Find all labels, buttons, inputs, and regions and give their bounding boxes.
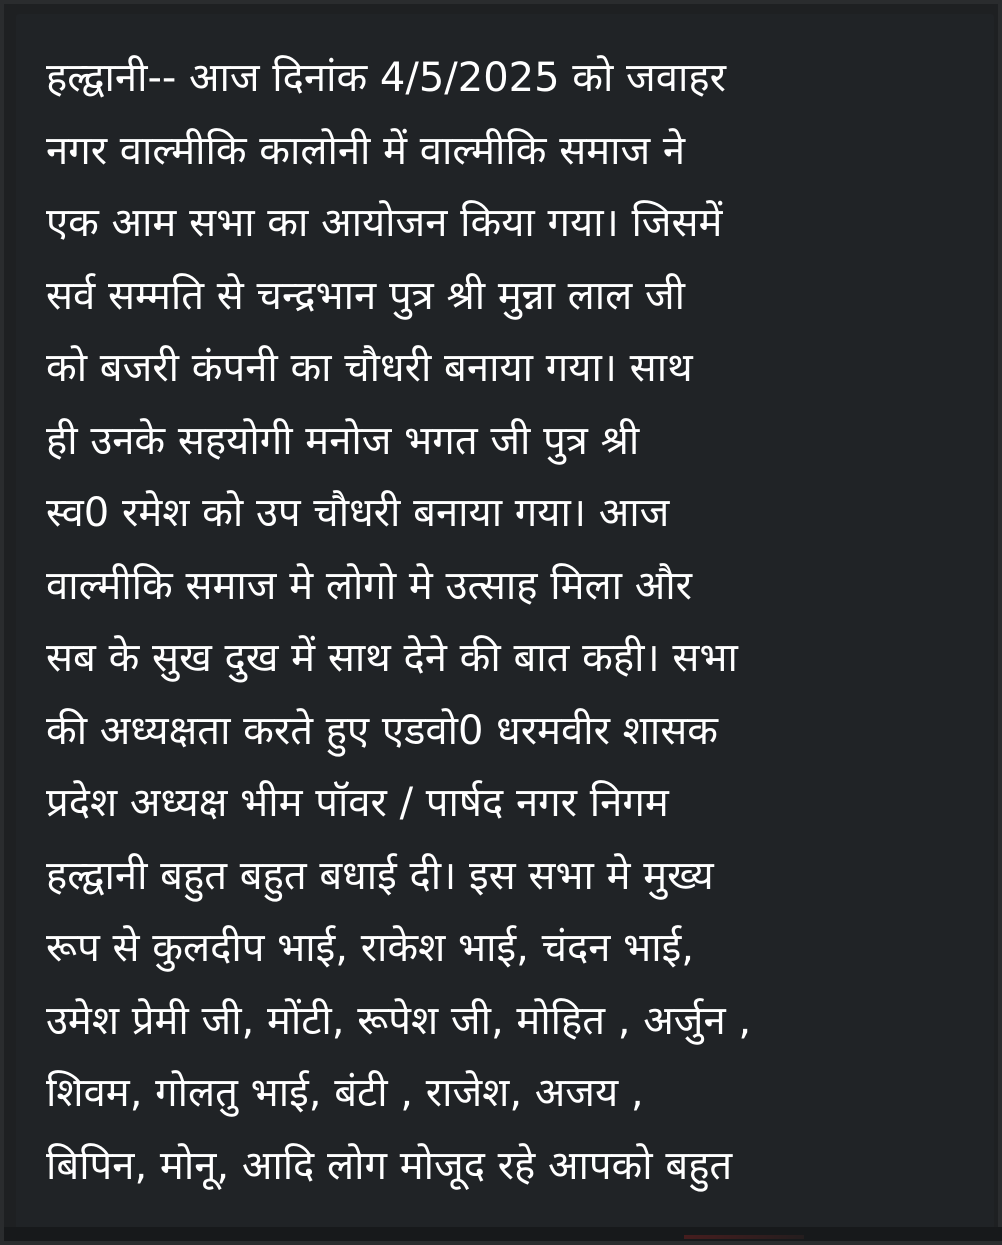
post-line-2: नगर वाल्मीकि कालोनी में वाल्मीकि समाज ने [46, 127, 686, 174]
post-text-block[interactable] [46, 42, 986, 1202]
post-line-5: को बजरी कंपनी का चौधरी बनाया गया। साथ [46, 345, 693, 391]
post-line-4: सर्व सम्मति से चन्द्रभान पुत्र श्री मुन्ना लाल जी [46, 272, 685, 319]
post-line-1: हल्द्वानी-- आज दिनांक 4/5/2025 को जवाहर [46, 55, 726, 101]
post-line-8: वाल्मीकि समाज मे लोगो मे उत्साह मिला और [46, 562, 693, 609]
post-line-13: रूप से कुलदीप भाई, राकेश भाई, चंदन भाई, [46, 925, 694, 971]
post-line-15: शिवम, गोलतु भाई, बंटी , राजेश, अजय , [46, 1070, 644, 1116]
post-line-16: बिपिन, मोनू, आदि लोग मोजूद रहे आपको बहुत [46, 1142, 733, 1189]
bottom-edge-hint [684, 1235, 804, 1239]
text-post-panel [16, 14, 994, 1236]
post-line-9: सब के सुख दुख में साथ देने की बात कही। सभा [46, 635, 738, 681]
post-line-7: स्व0 रमेश को उप चौधरी बनाया गया। आज [46, 490, 670, 536]
post-line-14: उमेश प्रेमी जी, मोंटी, रूपेश जी, मोहित , अर्जुन , [46, 997, 752, 1044]
post-line-3: एक आम सभा का आयोजन किया गया। जिसमें [46, 200, 723, 246]
post-line-10: की अध्यक्षता करते हुए एडवो0 धरमवीर शासक [46, 707, 718, 754]
post-line-6: ही उनके सहयोगी मनोज भगत जी पुत्र श्री [46, 417, 640, 464]
post-line-12: हल्द्वानी बहुत बहुत बधाई दी। इस सभा मे मुख्य [46, 852, 714, 899]
bottom-edge-strip [4, 1227, 1002, 1241]
post-line-11: प्रदेश अध्यक्ष भीम पॉवर / पार्षद नगर निगम [46, 780, 669, 826]
